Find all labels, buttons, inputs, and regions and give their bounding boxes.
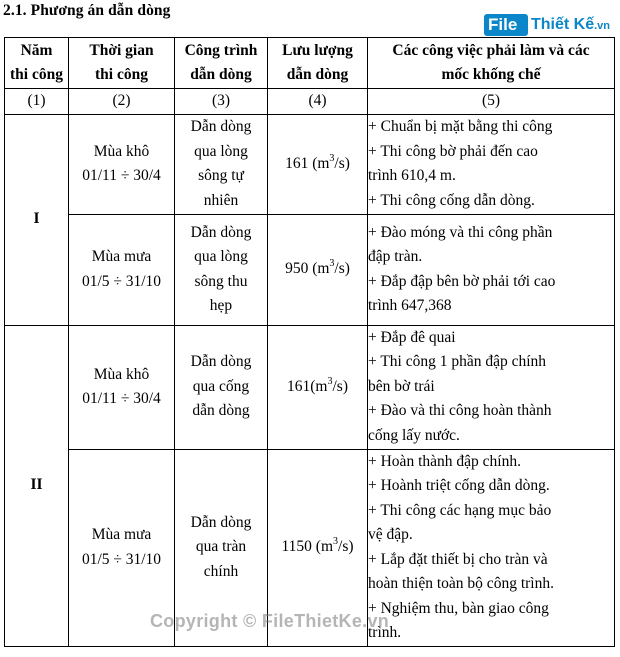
work-line: cống lấy nước. bbox=[368, 426, 460, 444]
time-line: 01/5 ÷ 31/10 bbox=[81, 550, 162, 568]
logo-domain: .vn bbox=[594, 20, 611, 32]
header-structure bbox=[175, 38, 268, 89]
work-line: + Nghiệm thu, bàn giao công bbox=[368, 599, 549, 617]
work-line: + Thi công 1 phần đập chính bbox=[368, 353, 547, 371]
work-line: + Thi công cống dẫn dòng. bbox=[368, 191, 535, 209]
structure-cell bbox=[175, 325, 268, 449]
header-year-line1: Năm bbox=[20, 41, 53, 59]
table-row bbox=[5, 325, 615, 449]
flow-value: 161 (m bbox=[285, 154, 330, 172]
time-line: 01/11 ÷ 30/4 bbox=[82, 167, 161, 184]
header-work-line2: mốc khống chế bbox=[441, 66, 541, 83]
diversion-plan-table bbox=[4, 37, 615, 647]
structure-line: Dẫn dòng bbox=[190, 223, 252, 241]
header-work bbox=[368, 38, 615, 89]
header-time bbox=[69, 38, 175, 89]
logo-brand-text bbox=[531, 16, 610, 34]
work-line: + Thi công bờ phải đến cao bbox=[368, 142, 538, 160]
column-number-row bbox=[5, 89, 615, 115]
work-line: đập tràn. bbox=[368, 248, 423, 265]
flow-value: 161(m bbox=[287, 377, 328, 395]
flow-value: 950 (m bbox=[285, 260, 330, 278]
header-flow-line1: Lưu lượng bbox=[282, 41, 353, 59]
copyright-watermark: Copyright © FileThietKe.vn bbox=[150, 611, 390, 631]
time-line: Mùa khô bbox=[93, 142, 150, 160]
table-row bbox=[5, 214, 615, 325]
year-cell: I bbox=[5, 114, 69, 325]
work-cell bbox=[368, 325, 615, 449]
header-flow bbox=[268, 38, 368, 89]
header-flow-line2: dẫn dòng bbox=[286, 66, 349, 83]
work-line: + Đào và thi công hoàn thành bbox=[368, 402, 552, 420]
time-line: 01/11 ÷ 30/4 bbox=[82, 390, 161, 407]
table-row bbox=[5, 114, 615, 214]
time-line: Mùa khô bbox=[93, 365, 150, 383]
header-work-line1: Các công việc phải làm và các bbox=[392, 41, 590, 59]
work-line: hoàn thiện toàn bộ công trình. bbox=[368, 575, 554, 592]
header-year bbox=[5, 38, 69, 89]
header-structure-line2: dẫn dòng bbox=[190, 66, 252, 83]
work-line: + Thi công các hạng mục bảo bbox=[368, 501, 552, 519]
time-cell bbox=[69, 325, 175, 449]
year-cell: II bbox=[5, 325, 69, 646]
flow-unit: /s) bbox=[332, 377, 348, 395]
col-number: (2) bbox=[69, 89, 175, 115]
work-line: + Hoành triệt cống dẫn dòng. bbox=[368, 477, 550, 494]
col-number: (4) bbox=[268, 89, 368, 115]
structure-line: hẹp bbox=[209, 297, 233, 314]
work-line: trình 610,4 m. bbox=[368, 167, 456, 184]
structure-line: Dẫn dòng bbox=[190, 513, 252, 531]
flow-unit: /s) bbox=[334, 260, 350, 278]
col-number: (3) bbox=[175, 89, 268, 115]
flow-unit: /s) bbox=[338, 538, 354, 556]
flow-unit: /s) bbox=[334, 154, 350, 172]
structure-cell bbox=[175, 114, 268, 214]
work-line: trình. bbox=[368, 624, 402, 641]
structure-line: dẫn dòng bbox=[192, 402, 250, 420]
header-row bbox=[5, 38, 615, 89]
header-time-line1: Thời gian bbox=[89, 41, 154, 59]
time-line: 01/5 ÷ 31/10 bbox=[81, 272, 162, 290]
structure-line: Dẫn dòng bbox=[190, 353, 252, 371]
work-line: vệ đập. bbox=[368, 526, 413, 543]
work-line: + Đắp đập bên bờ phải tới cao bbox=[368, 272, 556, 290]
flow-cell bbox=[268, 114, 368, 214]
work-line: + Đào móng và thi công phần bbox=[368, 223, 553, 241]
structure-line: nhiên bbox=[203, 191, 239, 209]
work-cell bbox=[368, 214, 615, 325]
flow-exponent: 3 bbox=[329, 258, 335, 270]
structure-line: sông thu bbox=[194, 272, 248, 290]
header-year-line2: thi công bbox=[10, 66, 63, 83]
work-cell bbox=[368, 449, 615, 646]
work-line: + Chuẩn bị mặt bằng thi công bbox=[368, 118, 553, 135]
time-cell bbox=[69, 114, 175, 214]
flow-exponent: 3 bbox=[329, 152, 335, 164]
time-line: Mùa mưa bbox=[91, 248, 152, 265]
structure-line: Dẫn dòng bbox=[190, 118, 252, 135]
flow-value: 1150 (m bbox=[281, 538, 334, 556]
work-cell bbox=[368, 114, 615, 214]
time-line: Mùa mưa bbox=[91, 526, 152, 543]
header-structure-line1: Công trình bbox=[184, 41, 258, 59]
logo-brand-name: Thiết Kế bbox=[531, 16, 595, 33]
structure-line: sông tự bbox=[198, 167, 244, 184]
section-heading: 2.1. Phương án dẫn dòng bbox=[3, 2, 171, 19]
col-number: (5) bbox=[368, 89, 615, 115]
structure-line: qua tràn bbox=[195, 538, 247, 556]
structure-line: qua cống bbox=[192, 377, 250, 395]
structure-line: chính bbox=[203, 562, 239, 580]
flow-exponent: 3 bbox=[327, 375, 333, 387]
structure-cell bbox=[175, 214, 268, 325]
work-line: trình 647,368 bbox=[368, 297, 452, 314]
header-time-line2: thi công bbox=[95, 66, 148, 83]
work-line: + Đắp đê quai bbox=[368, 328, 456, 346]
logo-file-text: File bbox=[488, 15, 518, 34]
structure-line: qua lòng bbox=[194, 248, 248, 265]
work-line: bên bờ trái bbox=[368, 377, 435, 395]
work-line: + Hoàn thành đập chính. bbox=[368, 452, 521, 470]
work-line: + Lắp đặt thiết bị cho tràn và bbox=[368, 550, 548, 568]
time-cell bbox=[69, 214, 175, 325]
structure-line: qua lòng bbox=[194, 142, 248, 160]
col-number: (1) bbox=[5, 89, 69, 115]
flow-cell bbox=[268, 214, 368, 325]
flow-cell bbox=[268, 325, 368, 449]
flow-exponent: 3 bbox=[333, 536, 339, 548]
